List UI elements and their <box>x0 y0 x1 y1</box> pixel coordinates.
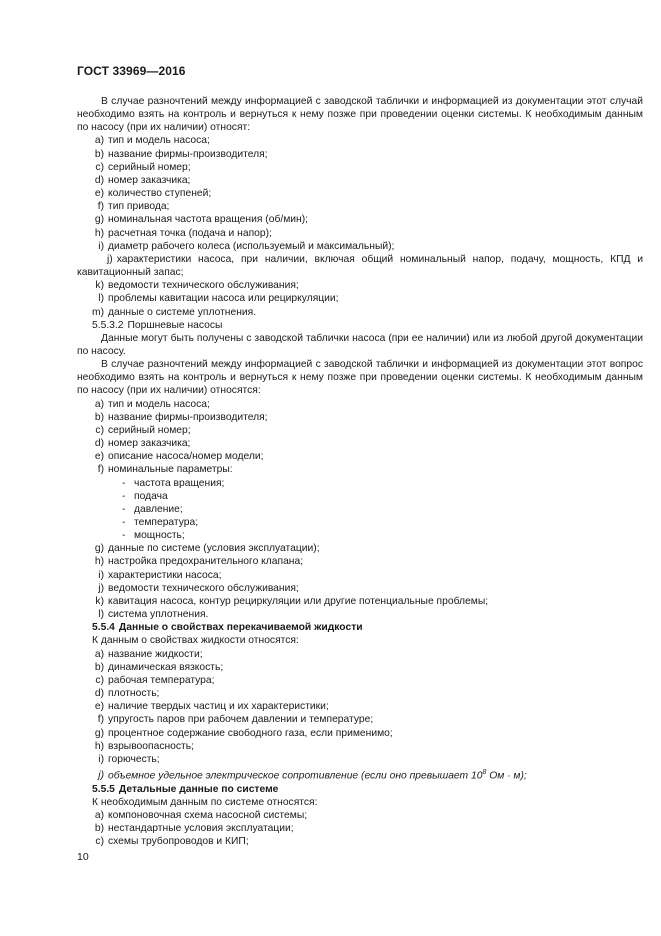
list-item: g) данные по системе (условия эксплуатации); <box>94 543 320 555</box>
list-item: j) объемное удельное электрическое сопротивление (если оно превышает $10^8$ Ом · м); <box>98 768 527 782</box>
list-item: f) упругость паров при рабочем давлении и температуре; <box>97 714 374 726</box>
list-item: - давление; <box>122 503 183 515</box>
list-item: m) данные о системе уплотнения. <box>92 306 257 318</box>
list-item: e) количество ступеней; <box>94 188 212 200</box>
document-header: ГОСТ 33969—2016 <box>77 64 186 78</box>
fluid-properties-list <box>77 648 643 766</box>
list-item: h) взрывоопасность; <box>94 740 194 752</box>
list-item: - температура; <box>122 517 199 528</box>
list-item: a) тип и модель насоса; <box>94 135 210 147</box>
list-item: c) серийный номер; <box>95 424 191 436</box>
list-item: k) ведомости технического обслуживания; <box>95 280 299 292</box>
paragraph-5532: Данные могут быть получены с заводской таблички насоса (при ее наличии) или из любой другой документации по насосу. <box>77 332 643 357</box>
list-item: d) плотность; <box>94 688 160 700</box>
list-item: c) рабочая температура; <box>95 674 215 686</box>
list-item: j) ведомости технического обслуживания; <box>98 582 299 594</box>
page-number: 10 <box>77 851 89 863</box>
list-item: f) номинальные параметры: <box>97 464 233 476</box>
section-heading-5532: 5.5.3.2 Поршневые насосы <box>92 319 223 331</box>
list-item: - подача <box>122 490 168 502</box>
paragraph-intro-554: К данным о свойствах жидкости относятся: <box>92 635 299 647</box>
document-body <box>77 95 643 848</box>
list-item: e) наличие твердых частиц и их характеристики; <box>94 701 329 713</box>
list-item: c) схемы трубопроводов и КИП; <box>95 836 249 848</box>
pump-data-list-2 <box>77 398 643 477</box>
list-item: j) характеристики насоса, при наличии, включая общий номинальный напор, подачу, мощность, КПД и кавитационный запас; <box>77 253 643 279</box>
list-item: a) название жидкости; <box>94 648 203 660</box>
list-item: l) проблемы кавитации насоса или рециркуляции; <box>98 293 339 305</box>
list-item: a) компоновочная схема насосной системы; <box>94 809 308 821</box>
list-item: h) расчетная точка (подача и напор); <box>94 227 272 239</box>
pump-data-list-1b <box>77 279 643 318</box>
nominal-params-sublist <box>77 477 643 543</box>
list-item: f) тип привода; <box>97 201 170 213</box>
list-item: b) динамическая вязкость; <box>94 661 224 673</box>
list-item: g) номинальная частота вращения (об/мин); <box>94 214 309 226</box>
pump-data-list-1 <box>77 134 643 252</box>
list-item: d) номер заказчика; <box>94 438 191 450</box>
list-item: k) кавитация насоса, контур рециркуляции или другие потенциальные проблемы; <box>95 595 489 607</box>
section-heading-554: 5.5.4 Данные о свойствах перекачиваемой жидкости <box>92 622 363 634</box>
system-data-list <box>77 809 643 848</box>
list-item: d) номер заказчика; <box>94 174 191 186</box>
list-item: - мощность; <box>122 530 185 542</box>
list-item: b) название фирмы-производителя; <box>94 411 268 423</box>
list-item: i) горючесть; <box>98 753 160 765</box>
list-item: g) процентное содержание свободного газа, если применимо; <box>94 727 393 739</box>
list-item: b) нестандартные условия эксплуатации; <box>94 823 294 835</box>
paragraph-intro-555: К необходимым данным по системе относятся: <box>92 796 318 808</box>
list-item: l) система уплотнения. <box>98 609 209 621</box>
paragraph-intro-1: В случае разночтений между информацией с заводской таблички и информацией из документации этот случай необходимо взять на контроль и вернуться к нему позже при проведении оценки системы. К необходимым данным по насосу (при их наличии) относят: <box>77 96 643 134</box>
list-item: a) тип и модель насоса; <box>94 398 210 410</box>
paragraph-intro-2: В случае разночтений между информацией с заводской таблички и информацией из документации этот вопрос необходимо взять на контроль и вернуться к нему позже при проведении оценки системы. К необходимым данным по насосу (при их наличии) относятся: <box>77 359 643 397</box>
list-item: b) название фирмы-производителя; <box>94 148 268 160</box>
list-item: i) диаметр рабочего колеса (используемый и максимальный); <box>98 240 395 252</box>
section-heading-555: 5.5.5 Детальные данные по системе <box>92 783 279 795</box>
list-item: c) серийный номер; <box>95 161 191 173</box>
list-item: i) характеристики насоса; <box>98 569 222 581</box>
list-item: h) настройка предохранительного клапана; <box>94 556 304 568</box>
list-item: e) описание насоса/номер модели; <box>94 451 264 463</box>
list-item: - частота вращения; <box>122 477 225 489</box>
pump-data-list-2b <box>77 542 643 621</box>
